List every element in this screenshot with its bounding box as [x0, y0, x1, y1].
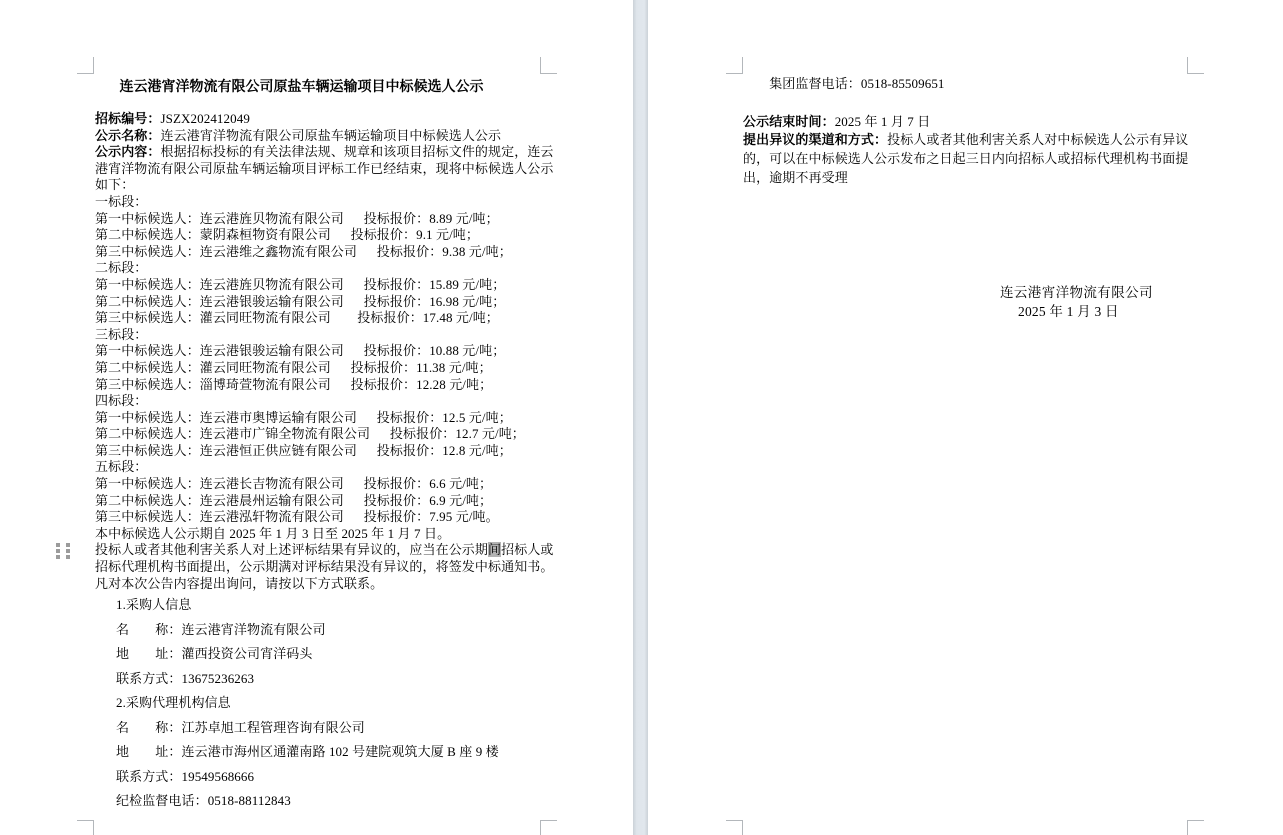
- text-line: [743, 94, 1193, 113]
- doc-title: 连云港宵洋物流有限公司原盐车辆运输项目中标候选人公示: [119, 80, 484, 95]
- text-line: 第三中标候选人：连云港维之鑫物流有限公司 投标报价：9.38 元/吨；: [95, 243, 512, 259]
- signature-company: 连云港宵洋物流有限公司: [1000, 285, 1153, 300]
- text-line: 名 称：江苏卓旭工程管理咨询有限公司: [116, 719, 365, 735]
- text-line: 第一中标候选人：连云港旌贝物流有限公司 投标报价：8.89 元/吨；: [95, 210, 499, 226]
- margin-mark-icon: [540, 820, 557, 835]
- text-line: 公示名称：连云港宵洋物流有限公司原盐车辆运输项目中标候选人公示: [95, 127, 502, 143]
- margin-mark-icon: [726, 57, 743, 74]
- text-line: 第一中标候选人：连云港市奥博运输有限公司 投标报价：12.5 元/吨；: [95, 409, 512, 425]
- text-line: 第三中标候选人：灌云同旺物流有限公司 投标报价：17.48 元/吨；: [95, 310, 499, 326]
- margin-mark-icon: [540, 57, 557, 74]
- text-line: 联系方式：13675236263: [116, 670, 255, 686]
- page-gap: [633, 0, 648, 835]
- text-line: 第二中标候选人：连云港市广锦全物流有限公司 投标报价：12.7 元/吨；: [95, 426, 525, 442]
- text-line: 第三中标候选人：连云港泓轩物流有限公司 投标报价：7.95 元/吨。: [95, 509, 499, 525]
- margin-mark-icon: [77, 57, 94, 74]
- text-line: 第一中标候选人：连云港旌贝物流有限公司 投标报价：15.89 元/吨；: [95, 276, 506, 292]
- text-line: 投标人或者其他利害关系人对上述评标结果有异议的，应当在公示期间招标人或: [95, 542, 554, 558]
- margin-mark-icon: [1187, 820, 1204, 835]
- text-line: 2.采购代理机构信息: [116, 695, 231, 711]
- text-line: 凡对本次公告内容提出询问，请按以下方式联系。: [95, 575, 384, 591]
- text-line: 三标段：: [95, 326, 148, 342]
- text-line: 名 称：连云港宵洋物流有限公司: [116, 621, 326, 637]
- drag-handle-icon[interactable]: [56, 543, 70, 559]
- margin-mark-icon: [77, 820, 94, 835]
- text-line: 第一中标候选人：连云港银骏运输有限公司 投标报价：10.88 元/吨；: [95, 343, 506, 359]
- text-line: 本中标候选人公示期自 2025 年 1 月 3 日至 2025 年 1 月 7 日。: [95, 525, 451, 541]
- text-line: 二标段：: [95, 260, 148, 276]
- text-line: 1.采购人信息: [116, 597, 192, 612]
- announcement-body: [95, 111, 554, 592]
- text-line: 第二中标候选人：蒙阴森桓物资有限公司 投标报价：9.1 元/吨；: [95, 227, 480, 243]
- text-line: 五标段：: [95, 459, 148, 475]
- text-line: 纪检监督电话：0518-88112843: [116, 793, 291, 809]
- text-line: 第三中标候选人：淄博琦萱物流有限公司 投标报价：12.28 元/吨；: [95, 376, 493, 392]
- text-line: 提出异议的渠道和方式：投标人或者其他利害关系人对中标候选人公示有异议: [743, 132, 1189, 148]
- text-line: 港宵洋物流有限公司原盐车辆运输项目评标工作已经结束，现将中标候选人公示: [95, 160, 554, 176]
- text-line: 第二中标候选人：连云港银骏运输有限公司 投标报价：16.98 元/吨；: [95, 293, 506, 309]
- text-line: 出，逾期不再受理: [743, 169, 848, 185]
- text-line: 招标代理机构书面提出，公示期满对评标结果没有异议的，将签发中标通知书。: [95, 559, 554, 575]
- page2-body: [743, 75, 1193, 188]
- text-line: 第三中标候选人：连云港恒正供应链有限公司 投标报价：12.8 元/吨；: [95, 442, 512, 458]
- text-line: 第二中标候选人：连云港晨州运输有限公司 投标报价：6.9 元/吨；: [95, 492, 493, 508]
- contact-info: [95, 593, 545, 814]
- text-line: 公示结束时间：2025 年 1 月 7 日: [743, 113, 931, 129]
- signature-date: 2025 年 1 月 3 日: [1018, 304, 1119, 319]
- text-line: 公示内容：根据招标投标的有关法律法规、规章和该项目招标文件的规定，连云: [95, 144, 554, 160]
- text-line: 四标段：: [95, 393, 148, 409]
- margin-mark-icon: [726, 820, 743, 835]
- text-line: 招标编号：JSZX202412049: [95, 111, 250, 126]
- text-line: 第一中标候选人：连云港长吉物流有限公司 投标报价：6.6 元/吨；: [95, 476, 493, 492]
- highlighted-char: 间: [488, 542, 502, 558]
- text-line: 第二中标候选人：灌云同旺物流有限公司 投标报价：11.38 元/吨；: [95, 359, 492, 375]
- margin-mark-icon: [1187, 57, 1204, 74]
- text-line: 如下：: [95, 177, 135, 193]
- text-line: 地 址：连云港市海州区通灌南路 102 号建院观筑大厦 B 座 9 楼: [116, 744, 499, 760]
- text-line: 一标段：: [95, 193, 148, 209]
- text-line: 地 址：灌西投资公司宵洋码头: [116, 646, 313, 662]
- text-line: 的，可以在中标候选人公示发布之日起三日内向招标人或招标代理机构书面提: [743, 151, 1189, 167]
- text-line: 集团监督电话：0518-85509651: [743, 76, 945, 91]
- text-line: 联系方式：19549568666: [116, 768, 255, 784]
